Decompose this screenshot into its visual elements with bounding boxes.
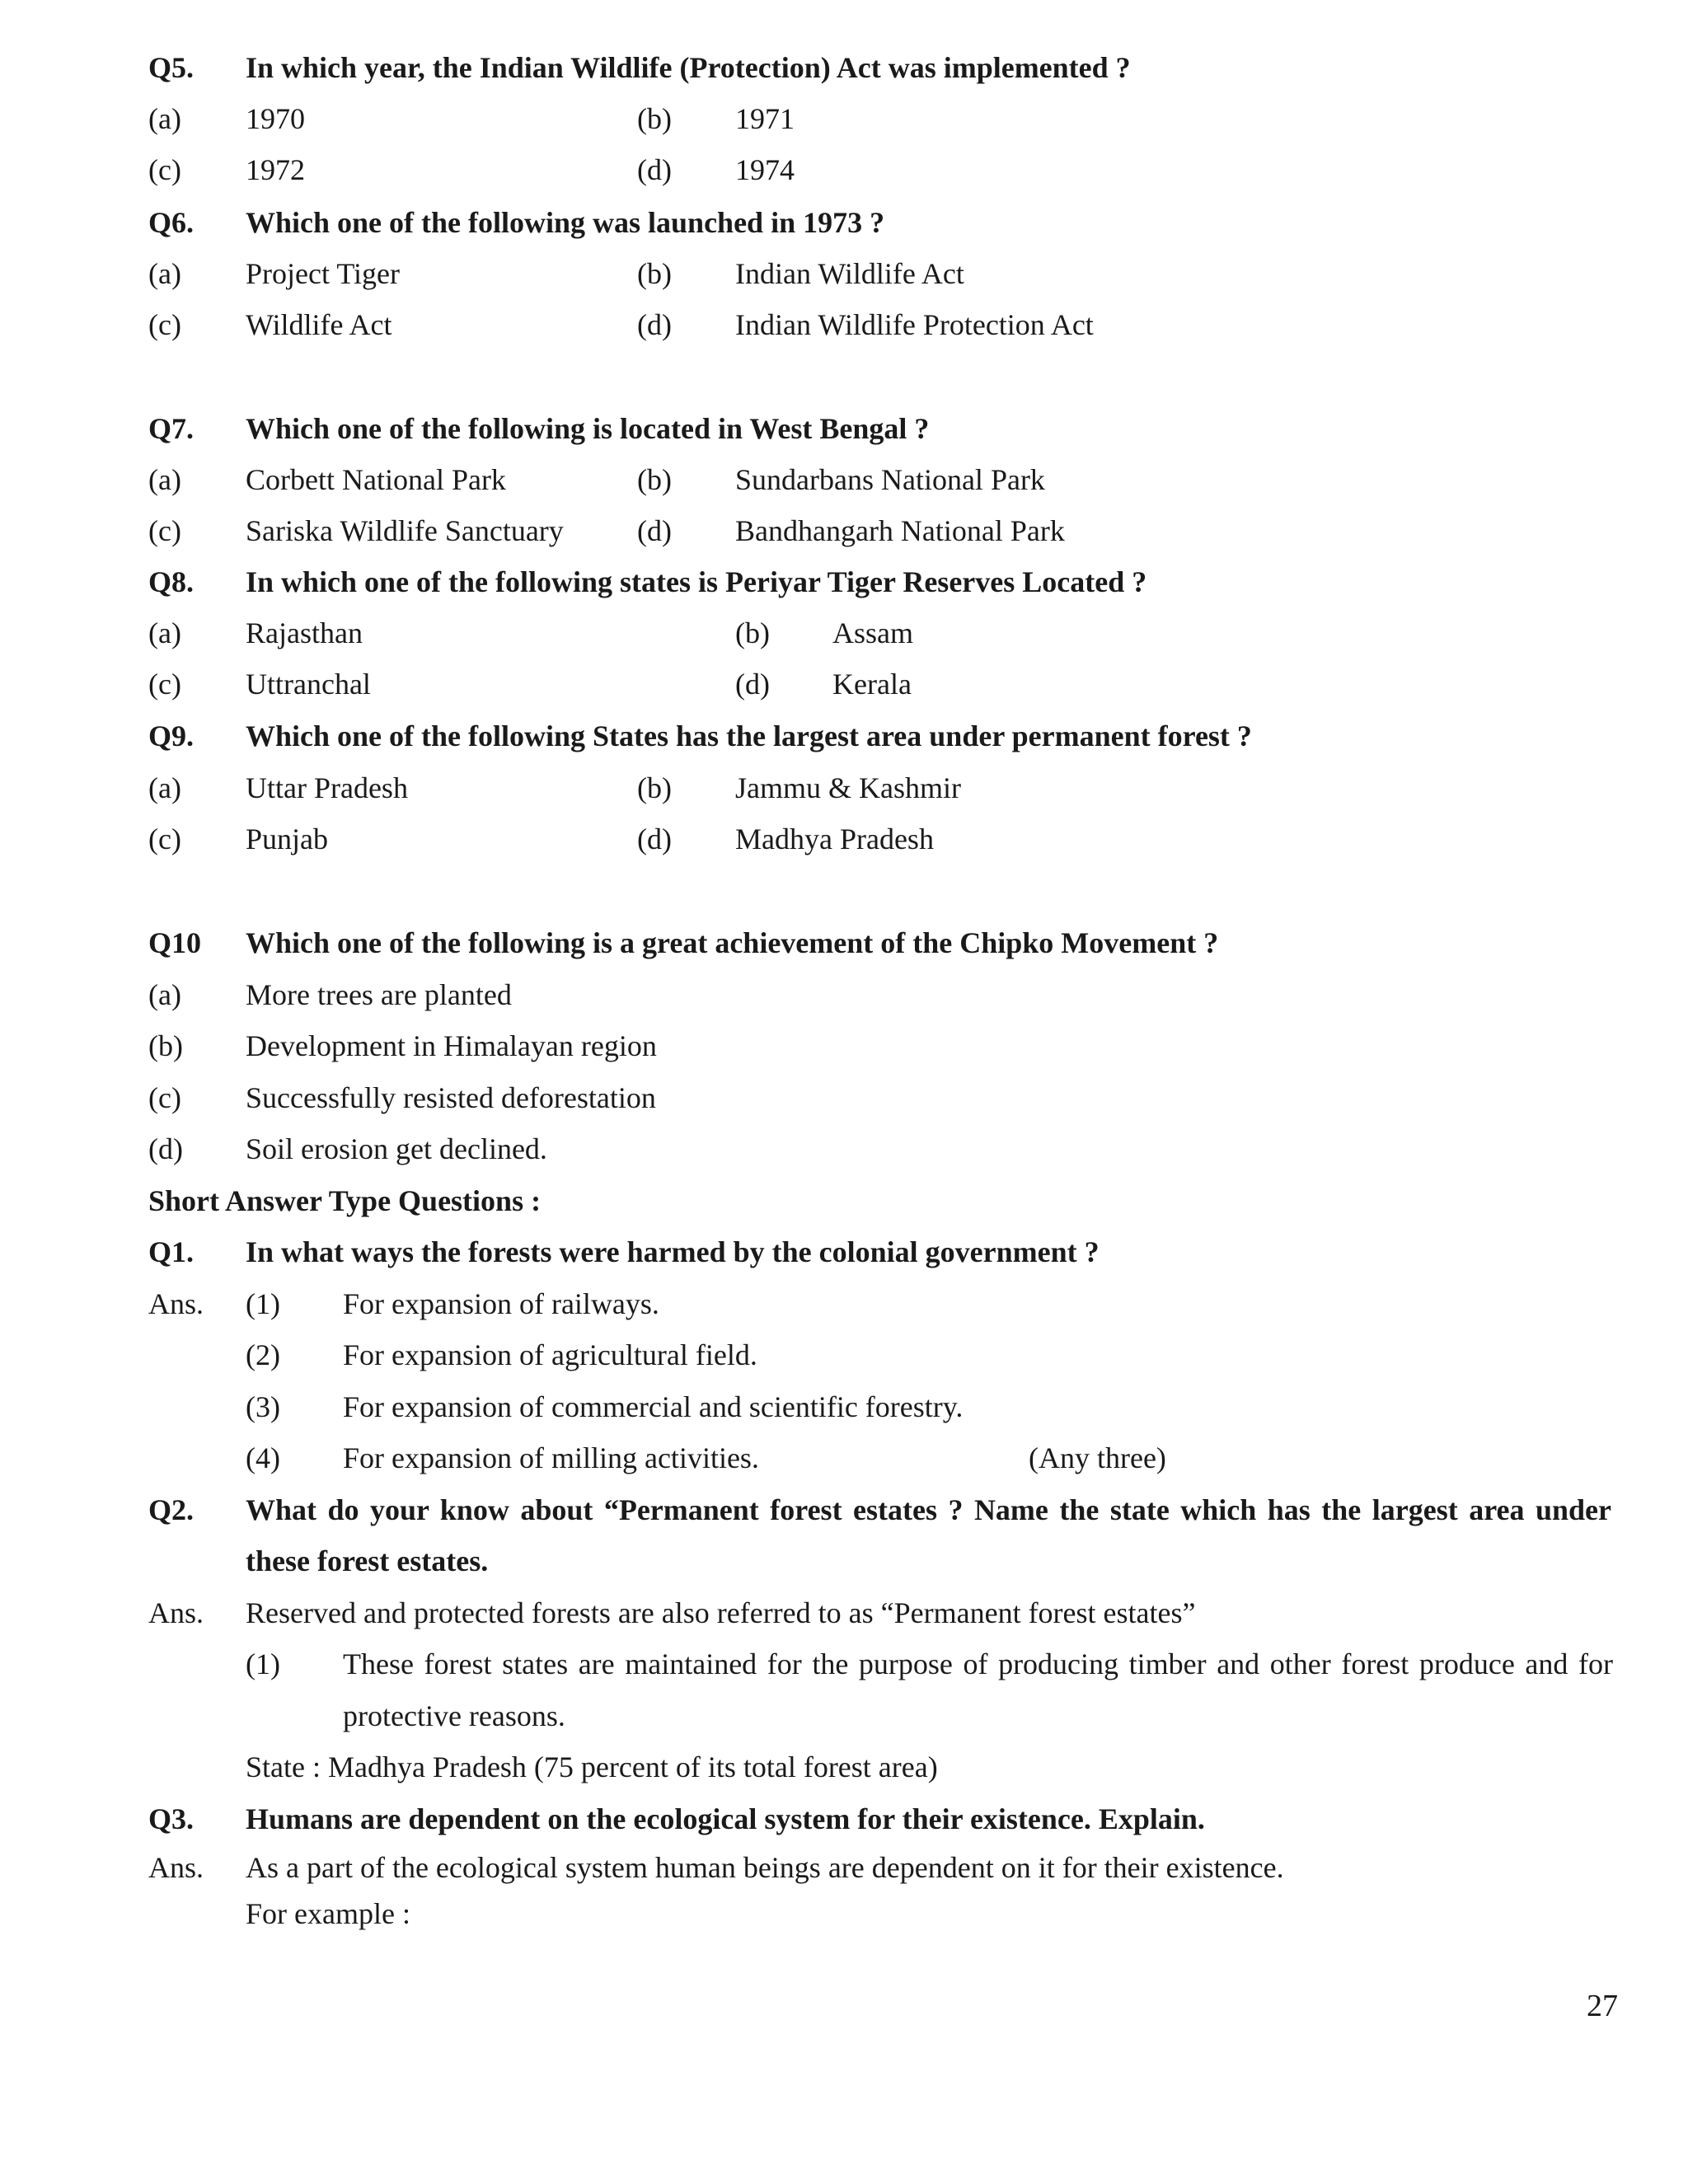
option-text: Uttar Pradesh [246,771,408,804]
option-letter: (b) [148,1029,183,1062]
option-letter: (c) [148,823,181,855]
option-text: Development in Himalayan region [246,1029,657,1062]
answer-item-text: For expansion of railways. [343,1287,659,1320]
option-letter: (c) [148,153,181,186]
answer-item-text: For expansion of milling activities. [343,1441,759,1474]
section-heading: Short Answer Type Questions : [148,1184,542,1217]
question-number: Q1. [148,1235,195,1268]
option-text: Soil erosion get declined. [246,1132,547,1165]
option-letter: (a) [148,771,181,804]
option-text: Corbett National Park [246,463,506,496]
answer-label: Ans. [148,1851,204,1884]
answer-item-number: (1) [246,1647,280,1680]
answer-text: Reserved and protected forests are also referred to as “Permanent forest estates” [246,1596,1196,1629]
answer-item-number: (3) [246,1390,280,1423]
option-letter: (d) [637,823,672,855]
option-letter: (b) [637,257,672,290]
option-letter: (d) [637,308,672,341]
option-letter: (c) [148,308,181,341]
option-letter: (d) [637,514,672,547]
option-text: 1972 [246,153,305,186]
option-letter: (a) [148,102,181,135]
option-letter: (d) [735,668,770,701]
option-text: 1970 [246,102,305,135]
answer-item-text-continued: protective reasons. [343,1699,565,1732]
question-text: Which one of the following is a great achievement of the Chipko Movement ? [246,926,1219,959]
answer-item-text: For expansion of agricultural field. [343,1338,757,1371]
question-number: Q5. [148,51,195,84]
option-text: Kerala [832,668,912,701]
option-letter: (d) [637,153,672,186]
option-text: Bandhangarh National Park [735,514,1065,547]
option-text: Sariska Wildlife Sanctuary [246,514,564,547]
option-letter: (b) [637,102,672,135]
option-text: Uttranchal [246,668,371,701]
option-letter: (c) [148,514,181,547]
option-text: Jammu & Kashmir [735,771,961,804]
option-text: More trees are planted [246,978,512,1011]
option-letter: (c) [148,1081,181,1114]
option-letter: (b) [637,771,672,804]
option-text: Project Tiger [246,257,401,290]
answer-note: (Any three) [1029,1441,1166,1474]
question-number: Q3. [148,1802,195,1835]
option-letter: (d) [148,1132,183,1165]
question-text: In what ways the forests were harmed by the colonial government ? [246,1235,1100,1268]
answer-item-number: (1) [246,1287,280,1320]
question-number: Q6. [148,206,195,239]
option-text: Wildlife Act [246,308,392,341]
option-text: Indian Wildlife Act [735,257,964,290]
option-text: Sundarbans National Park [735,463,1045,496]
question-number: Q9. [148,719,195,752]
question-number: Q10 [148,926,202,959]
option-text: Indian Wildlife Protection Act [735,308,1094,341]
answer-item-text: These forest states are maintained for the purpose of producing timber and other forest produce and for [343,1647,1613,1680]
question-text: Humans are dependent on the ecological system for their existence. Explain. [246,1802,1205,1835]
option-letter: (a) [148,463,181,496]
page-number: 27 [1587,1989,1618,2023]
question-text: What do your know about “Permanent forest estates ? Name the state which has the largest area under [246,1493,1611,1526]
answer-label: Ans. [148,1287,204,1320]
option-text: Successfully resisted deforestation [246,1081,656,1114]
question-text: Which one of the following States has the largest area under permanent forest ? [246,719,1252,752]
option-letter: (b) [735,616,770,649]
option-text: Punjab [246,823,329,855]
question-text: Which one of the following is located in West Bengal ? [246,412,930,445]
answer-state: State : Madhya Pradesh (75 percent of its total forest area) [246,1750,938,1783]
option-letter: (a) [148,978,181,1011]
option-letter: (a) [148,257,181,290]
answer-label: Ans. [148,1596,204,1629]
question-number: Q8. [148,565,195,598]
option-letter: (c) [148,668,181,701]
question-number: Q2. [148,1493,195,1526]
question-text: Which one of the following was launched in 1973 ? [246,206,885,239]
answer-text-continued: For example : [246,1897,410,1930]
option-text: Assam [832,616,913,649]
answer-item-text: For expansion of commercial and scientific forestry. [343,1390,964,1423]
answer-item-number: (2) [246,1338,280,1371]
answer-text: As a part of the ecological system human beings are dependent on it for their existence. [246,1851,1284,1884]
option-text: Rajasthan [246,616,363,649]
question-text: In which year, the Indian Wildlife (Protection) Act was implemented ? [246,51,1131,84]
option-text: Madhya Pradesh [735,823,934,855]
option-text: 1971 [735,102,795,135]
option-text: 1974 [735,153,795,186]
option-letter: (a) [148,616,181,649]
option-letter: (b) [637,463,672,496]
question-number: Q7. [148,412,195,445]
question-text-continued: these forest estates. [246,1544,489,1577]
question-text: In which one of the following states is Periyar Tiger Reserves Located ? [246,565,1147,598]
answer-item-number: (4) [246,1441,280,1474]
